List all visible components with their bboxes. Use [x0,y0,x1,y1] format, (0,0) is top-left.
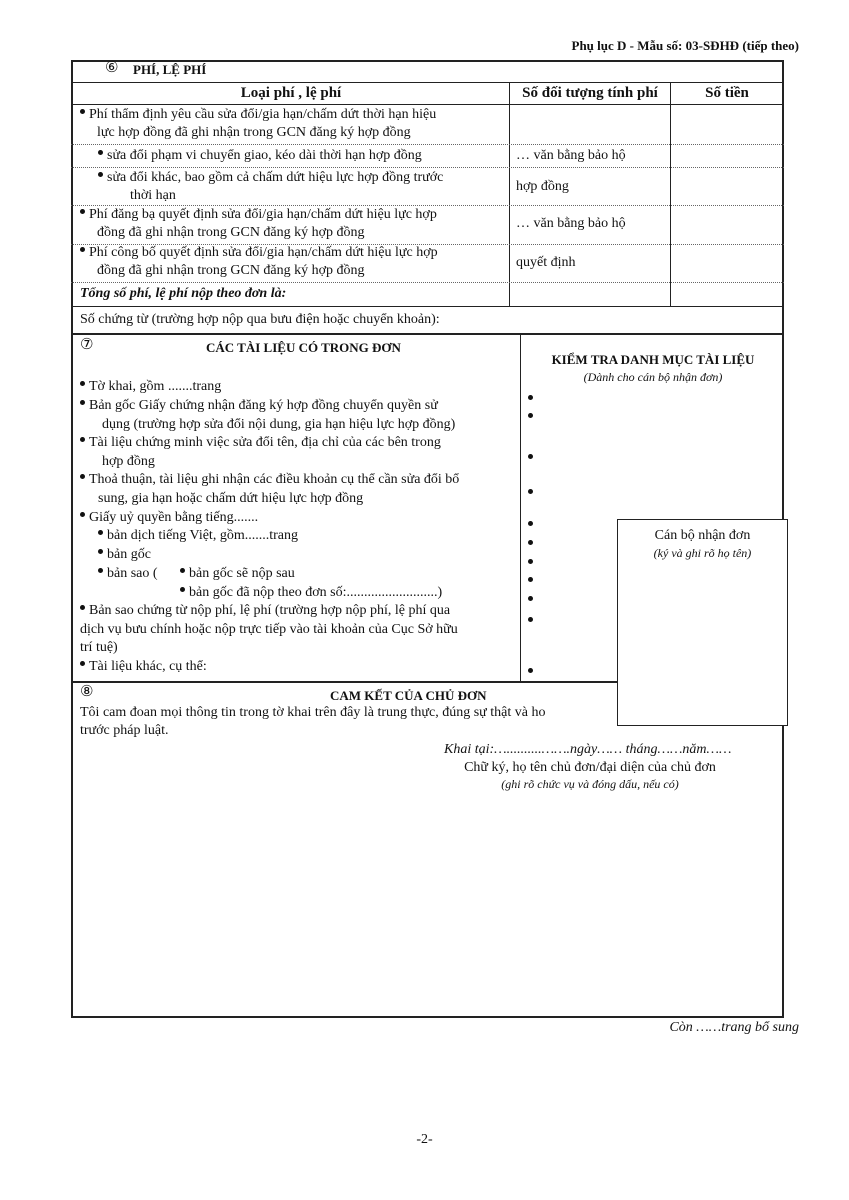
doc-item-copy-submitted: bản gốc đã nộp theo đơn số:..........................) [180,585,442,601]
fee-count-other-change: hợp đồng [516,179,569,194]
page-number: -2- [416,1132,433,1147]
fee-type-header: Loại phí , lệ phí [240,85,342,101]
signature-label: Chữ ký, họ tên chủ đơn/đại diện của chủ đơn [464,760,716,775]
divider [71,282,784,283]
commitment-statement: Tôi cam đoan mọi thông tin trong tờ khai trên đây là trung thực, đúng sự thật và ho [80,705,546,720]
fee-count-header: Số đối tượng tính phí [522,85,658,101]
doc-item-copy-later: bản gốc sẽ nộp sau [180,566,295,582]
checkbox-bullet[interactable] [528,559,533,564]
receiver-subtitle: (ký và ghi rõ họ tên) [653,546,752,560]
checklist-title: KIỂM TRA DANH MỤC TÀI LIỆU [551,352,755,367]
fee-count-registration: … văn bằng bảo hộ [516,216,626,231]
fee-row-appraisal-cont: lực hợp đồng đã ghi nhận trong GCN đăng ký hợp đồng [97,125,411,140]
bullet-icon [80,437,85,442]
doc-item-agreement: Thoả thuận, tài liệu ghi nhận các điều khoản cụ thể cần sửa đổi bổ [80,472,459,488]
bullet-icon [180,587,185,592]
doc-item-copy: bản sao ( [98,566,158,582]
divider [71,167,784,168]
bullet-icon [80,512,85,517]
fee-row-other-change: sửa đổi khác, bao gồm cả chấm dứt hiệu lực hợp đồng trước [98,170,443,186]
doc-item-declaration: Tờ khai, gồm .......trang [80,379,221,395]
doc-item-original-certificate-cont: dụng (trường hợp sửa đổi nội dung, gia hạn hiệu lực hợp đồng) [102,417,456,432]
doc-item-payment-copy-cont2: trí tuệ) [80,640,118,655]
doc-item-original: bản gốc [98,547,151,563]
bullet-icon [80,400,85,405]
doc-item-payment-copy-cont: dịch vụ bưu chính hoặc nộp trực tiếp vào tài khoản của Cục Sở hữu [80,622,458,637]
checkbox-bullet[interactable] [528,521,533,526]
doc-item-power-of-attorney: Giấy uỷ quyền bằng tiếng....... [80,510,258,526]
section-7-number: ⑦ [80,335,94,353]
commitment-statement-cont: trước pháp luật. [80,723,169,738]
doc-item-name-change-proof: Tài liệu chứng minh việc sửa đổi tên, địa chỉ của các bên trong [80,435,441,451]
doc-item-name-change-proof-cont: hợp đồng [102,454,155,469]
bullet-icon [80,109,85,114]
bullet-icon [80,605,85,610]
signature-note: (ghi rõ chức vụ và đóng dấu, nếu có) [501,777,679,791]
doc-item-translation: bản dịch tiếng Việt, gồm.......trang [98,528,298,544]
checkbox-bullet[interactable] [528,413,533,418]
fee-row-registration: Phí đăng bạ quyết định sửa đổi/gia hạn/chấm dứt hiệu lực hợp [80,207,437,223]
column-divider [520,334,521,681]
doc-item-payment-copy: Bản sao chứng từ nộp phí, lệ phí (trường hợp nộp phí, lệ phí qua [80,603,450,619]
section-8-number: ⑧ [80,682,94,700]
divider [71,205,784,206]
fee-count-publication: quyết định [516,255,576,270]
checkbox-bullet[interactable] [528,454,533,459]
bullet-icon [80,209,85,214]
divider [71,82,784,83]
column-divider [670,82,671,306]
bullet-icon [98,530,103,535]
bullet-icon [80,474,85,479]
bullet-icon [98,150,103,155]
doc-item-other: Tài liệu khác, cụ thể: [80,659,207,675]
fee-row-publication: Phí công bố quyết định sửa đổi/gia hạn/chấm dứt hiệu lực hợp [80,245,438,261]
fee-row-registration-cont: đồng đã ghi nhận trong GCN đăng ký hợp đồng [97,225,365,240]
divider [71,306,784,307]
fee-amount-header: Số tiền [705,85,749,101]
divider [71,104,784,105]
checkbox-bullet[interactable] [528,577,533,582]
checkbox-bullet[interactable] [528,489,533,494]
checkbox-bullet[interactable] [528,395,533,400]
fees-title: PHÍ, LỆ PHÍ [133,62,207,77]
checkbox-bullet[interactable] [528,668,533,673]
voucher-number-label: Số chứng từ (trường hợp nộp qua bưu điện hoặc chuyển khoản): [80,312,440,327]
bullet-icon [98,172,103,177]
bullet-icon [180,568,185,573]
section-6-number: ⑥ [105,58,119,76]
checklist-subtitle: (Dành cho cán bộ nhận đơn) [583,370,723,384]
divider [71,144,784,145]
doc-item-original-certificate: Bản gốc Giấy chứng nhận đăng ký hợp đồng chuyển quyền sử [80,398,438,414]
receiver-signature-box[interactable] [617,519,788,726]
commitment-title: CAM KẾT CỦA CHỦ ĐƠN [330,688,487,703]
receiver-title: Cán bộ nhận đơn [654,528,751,543]
checkbox-bullet[interactable] [528,540,533,545]
place-date-field: Khai tại:…..........…….ngày…… tháng……năm…… [444,742,732,757]
form-code: Phụ lục D - Mẫu số: 03-SĐHĐ (tiếp theo) [571,38,799,53]
checkbox-bullet[interactable] [528,617,533,622]
bullet-icon [80,381,85,386]
fee-row-appraisal: Phí thẩm định yêu cầu sửa đổi/gia hạn/chấm dứt thời hạn hiệu [80,107,436,123]
bullet-icon [80,247,85,252]
fee-row-other-change-cont: thời hạn [130,188,176,203]
divider [71,333,784,335]
documents-title: CÁC TÀI LIỆU CÓ TRONG ĐƠN [206,340,401,355]
fee-count-scope-change: … văn bằng bảo hộ [516,148,626,163]
doc-item-agreement-cont: sung, gia hạn hoặc chấm dứt hiệu lực hợp đồng [98,491,364,506]
bullet-icon [98,568,103,573]
fee-total-label: Tổng số phí, lệ phí nộp theo đơn là: [80,286,287,301]
checkbox-bullet[interactable] [528,596,533,601]
fee-row-scope-change: sửa đổi phạm vi chuyển giao, kéo dài thời hạn hợp đồng [98,148,422,164]
bullet-icon [80,661,85,666]
column-divider [509,82,510,306]
bullet-icon [98,549,103,554]
fee-row-publication-cont: đồng đã ghi nhận trong GCN đăng ký hợp đồng [97,263,365,278]
more-pages-note: Còn ……trang bổ sung [669,1020,799,1035]
